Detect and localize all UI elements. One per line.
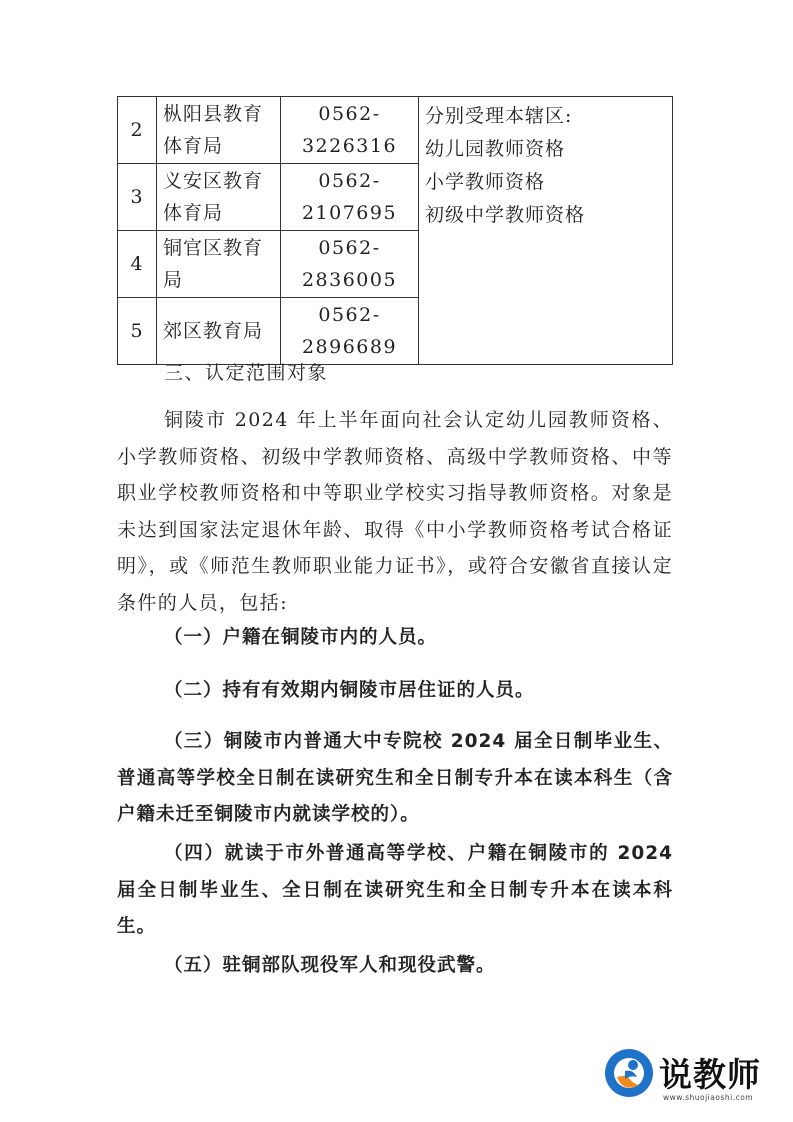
logo-mark-icon (603, 1047, 655, 1099)
section-paragraph: 铜陵市 2024 年上半年面向社会认定幼儿园教师资格、小学教师资格、初级中学教师资格、高级中学教师资格、中等职业学校教师资格和中等职业学校实习指导教师资格。对象是未达到国家法定退休年龄、取得《中小学教师资格考试合格证明》，或《师范生教师职业能力证书》，或符合安徽省直接认定条件的人员，包括: (117, 409, 673, 614)
eligibility-item-4: （四）就读于市外普通高等学校、户籍在铜陵市的 2024 届全日制毕业生、全日制在读研究生和全日制专升本在读本科生。 (117, 843, 673, 937)
office-name: 枞阳县教育体育局 (157, 97, 281, 164)
eligibility-item-3: （三）铜陵市内普通大中专院校 2024 届全日制毕业生、普通高等学校全日制在读研究生和全日制专升本在读本科生（含户籍未迁至铜陵市内就读学校的）。 (117, 731, 673, 825)
logo-url: www.shuojiaoshi.com (663, 1093, 754, 1102)
scope-note-line: 小学教师资格 (425, 171, 546, 193)
office-phone: 0562-2107695 (281, 164, 419, 231)
section-heading: 三、认定范围对象 (164, 362, 329, 384)
row-number: 3 (118, 164, 157, 231)
office-phone: 0562-3226316 (281, 97, 419, 164)
row-number: 2 (118, 97, 157, 164)
office-name: 义安区教育体育局 (157, 164, 281, 231)
row-number: 5 (118, 298, 157, 365)
office-phone: 0562-2836005 (281, 231, 419, 298)
scope-note-line: 初级中学教师资格 (425, 204, 586, 226)
office-name: 郊区教育局 (157, 298, 281, 365)
watermark-logo (603, 1043, 773, 1113)
contact-table (117, 96, 673, 365)
scope-note-line: 幼儿园教师资格 (425, 138, 566, 160)
row-number: 4 (118, 231, 157, 298)
eligibility-item-1: （一）户籍在铜陵市内的人员。 (164, 627, 438, 648)
office-name: 铜官区教育局 (157, 231, 281, 298)
logo-name: 说教师 (659, 1055, 761, 1094)
eligibility-item-5: （五）驻铜部队现役军人和现役武警。 (164, 955, 496, 976)
eligibility-item-2: （二）持有有效期内铜陵市居住证的人员。 (164, 680, 535, 701)
office-phone: 0562-2896689 (281, 298, 419, 365)
scope-note (419, 97, 673, 365)
scope-note-line: 分别受理本辖区: (425, 105, 573, 127)
table-row (118, 97, 673, 164)
